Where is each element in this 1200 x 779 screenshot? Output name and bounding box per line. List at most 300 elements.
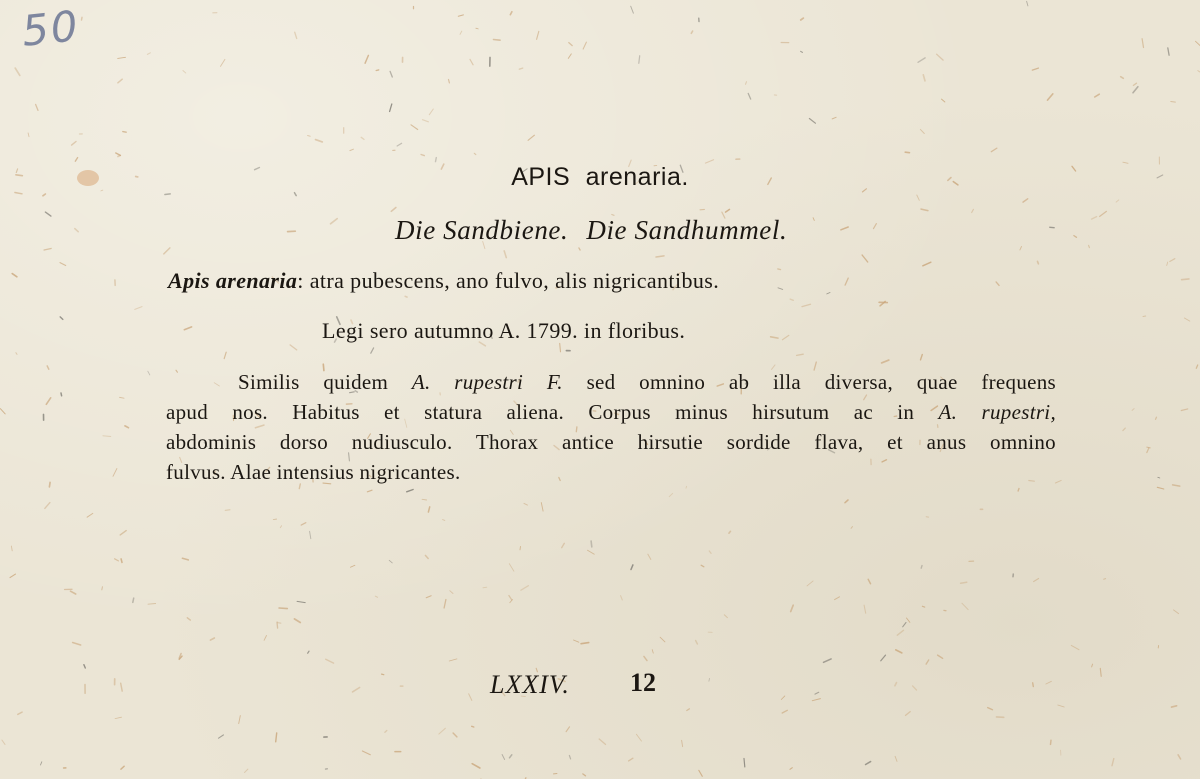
german-name-2: Die Sandhummel.	[586, 215, 788, 245]
paper-fiber	[115, 717, 121, 718]
paper-fiber	[696, 641, 698, 645]
paper-fiber	[906, 712, 911, 716]
paper-fiber	[460, 31, 462, 34]
paper-fiber	[1123, 428, 1125, 431]
paper-fiber	[75, 229, 78, 232]
paper-fiber	[562, 543, 565, 547]
collection-note: Legi sero autumno A. 1799. in floribus.	[322, 318, 686, 343]
paper-fiber	[43, 194, 46, 196]
paper-fiber	[569, 756, 570, 759]
pencil-page-number: 50	[19, 1, 82, 56]
paper-fiber	[781, 696, 785, 700]
paper-fiber	[15, 193, 22, 194]
paper-fiber	[996, 282, 999, 286]
paper-fiber	[724, 615, 727, 618]
paper-fiber	[102, 587, 103, 590]
paper-fiber	[113, 469, 117, 477]
paper-fiber	[504, 251, 506, 258]
paper-fiber	[148, 371, 150, 375]
paper-fiber	[1147, 448, 1149, 453]
paper-fiber	[988, 708, 993, 710]
paper-fiber	[520, 547, 521, 550]
paper-fiber	[10, 574, 16, 578]
paper-fiber	[1174, 610, 1179, 614]
paper-fiber	[729, 531, 731, 533]
paper-fiber	[942, 99, 945, 102]
paper-fiber	[568, 54, 571, 59]
paper-fiber	[118, 57, 126, 58]
paper-fiber	[1092, 217, 1097, 220]
german-name-1: Die Sandbiene.	[395, 215, 569, 245]
paper-fiber	[0, 409, 5, 414]
paper-fiber	[61, 393, 62, 396]
paper-fiber	[103, 436, 111, 437]
paper-fiber	[882, 360, 889, 363]
paper-fiber	[1092, 664, 1093, 667]
paper-fiber	[790, 299, 793, 300]
paper-fiber	[1095, 94, 1100, 97]
paper-fiber	[656, 256, 664, 257]
paper-fiber	[691, 31, 692, 33]
paper-fiber	[1184, 318, 1189, 321]
paper-fiber	[2, 740, 5, 744]
page-title	[0, 163, 1200, 192]
paper-fiber	[1157, 487, 1164, 489]
paper-fiber	[367, 490, 372, 492]
paper-fiber	[308, 136, 311, 137]
paper-fiber	[1112, 759, 1114, 766]
description-line-4: fulvus. Alae intensius nigricantes.	[166, 460, 461, 484]
paper-fiber	[841, 227, 848, 230]
paper-fiber	[426, 596, 431, 598]
paper-fiber	[851, 527, 852, 529]
paper-fiber	[421, 155, 424, 156]
paper-fiber	[897, 630, 903, 635]
page-number: 12	[630, 668, 656, 697]
paper-fiber	[669, 493, 672, 496]
paper-fiber	[907, 618, 910, 622]
paper-fiber	[791, 605, 794, 611]
paper-fiber	[276, 733, 277, 742]
paper-fiber	[1100, 668, 1101, 676]
paper-fiber	[290, 345, 297, 350]
paper-fiber	[864, 605, 866, 613]
paper-fiber	[350, 565, 355, 567]
title-genus: APIS	[511, 163, 571, 191]
paper-fiber	[294, 619, 300, 623]
paper-fiber	[1158, 477, 1160, 478]
paper-fiber	[581, 643, 589, 644]
paper-fiber	[184, 327, 191, 330]
paper-fiber	[744, 759, 745, 767]
paper-fiber	[84, 665, 85, 668]
paper-fiber	[165, 194, 170, 195]
paper-fiber	[1048, 94, 1053, 100]
paper-fiber	[472, 726, 474, 727]
description-line-1	[166, 367, 1056, 397]
paper-fiber	[771, 337, 778, 338]
paper-fiber	[11, 546, 12, 551]
paper-fiber	[264, 636, 266, 641]
paper-fiber	[1034, 579, 1039, 582]
paper-fiber	[832, 117, 836, 119]
paper-fiber	[631, 6, 634, 13]
paper-fiber	[510, 755, 512, 758]
paper-fiber	[652, 650, 653, 654]
paper-fiber	[423, 120, 429, 122]
paper-fiber	[225, 510, 230, 511]
paper-fiber	[472, 764, 480, 768]
paper-fiber	[221, 59, 225, 66]
paper-fiber	[824, 659, 832, 662]
paper-fiber	[46, 398, 50, 405]
paper-fiber	[390, 104, 392, 112]
paper-fiber	[60, 263, 66, 266]
paper-fiber	[895, 756, 897, 761]
paper-fiber	[428, 507, 429, 512]
paper-fiber	[1038, 261, 1039, 263]
paper-fiber	[1089, 245, 1090, 247]
paper-fiber	[862, 255, 868, 262]
paper-fiber	[1133, 83, 1136, 85]
paper-fiber	[147, 53, 150, 55]
paper-fiber	[896, 650, 902, 653]
paper-fiber	[82, 17, 83, 20]
paper-fiber	[277, 622, 278, 628]
paper-fiber	[483, 587, 487, 588]
paper-fiber	[326, 659, 334, 663]
paper-fiber	[301, 523, 306, 525]
paper-fiber	[45, 503, 50, 509]
paper-fiber	[845, 500, 848, 503]
text-run: sed omnino ab illa diversa, quae frequens	[562, 370, 1057, 394]
text-run: Similis quidem	[238, 370, 412, 394]
paper-fiber	[574, 640, 579, 642]
title-species: arenaria.	[585, 163, 689, 191]
paper-fiber	[1142, 39, 1143, 48]
paper-fiber	[938, 655, 943, 658]
paper-fiber	[295, 32, 297, 38]
paper-fiber	[521, 586, 529, 591]
paper-fiber	[815, 692, 819, 694]
paper-fiber	[807, 581, 813, 586]
paper-fiber	[1168, 48, 1169, 55]
paper-fiber	[802, 304, 811, 306]
paper-fiber	[391, 208, 396, 212]
paper-fiber	[813, 218, 814, 221]
paper-fiber	[476, 28, 478, 29]
paper-fiber	[120, 531, 126, 535]
paper-fiber	[407, 490, 413, 492]
paper-fiber	[224, 352, 226, 358]
paper-fiber	[219, 735, 224, 738]
paper-fiber	[278, 623, 281, 624]
paper-fiber	[991, 148, 997, 152]
paper-fiber	[121, 683, 123, 691]
paper-fiber	[639, 56, 640, 64]
paper-fiber	[636, 734, 641, 741]
paper-fiber	[397, 143, 402, 146]
paper-fiber	[1167, 262, 1168, 266]
paper-fiber	[494, 40, 501, 41]
paper-fiber	[121, 766, 124, 769]
paper-fiber	[801, 18, 804, 20]
paper-fiber	[1032, 68, 1038, 70]
paper-fiber	[1027, 1, 1028, 6]
paper-fiber	[921, 355, 923, 360]
paper-fiber	[18, 712, 22, 714]
paper-fiber	[835, 597, 840, 600]
paper-fiber	[1058, 705, 1064, 707]
paper-fiber	[509, 564, 514, 572]
paper-fiber	[1100, 211, 1107, 216]
paper-fiber	[903, 623, 906, 627]
paper-fiber	[866, 762, 871, 765]
paper-fiber	[449, 659, 457, 661]
paper-fiber	[121, 559, 122, 563]
paper-fiber	[922, 606, 924, 607]
paper-fiber	[748, 93, 751, 99]
paper-fiber	[297, 601, 305, 602]
paper-fiber	[1132, 409, 1134, 411]
paper-fiber	[962, 603, 968, 609]
paper-fiber	[921, 566, 922, 569]
paper-fiber	[920, 129, 924, 133]
paper-fiber	[1116, 200, 1119, 202]
paper-fiber	[245, 769, 248, 772]
paper-fiber	[382, 674, 384, 675]
paper-fiber	[390, 71, 392, 77]
italic-species-ref: A. rupestri F.	[411, 370, 563, 394]
paper-fiber	[429, 109, 433, 115]
paper-fiber	[12, 274, 17, 277]
paper-fiber	[560, 343, 561, 351]
paper-fiber	[1143, 316, 1146, 317]
paper-fiber	[874, 224, 877, 229]
paper-fiber	[524, 503, 527, 505]
paper-fiber	[350, 149, 354, 150]
paper-fiber	[1020, 247, 1022, 250]
paper-fiber	[782, 335, 788, 339]
paper-fiber	[120, 397, 124, 398]
paper-fiber	[588, 550, 595, 554]
paper-fiber	[425, 555, 428, 558]
paper-fiber	[1071, 645, 1079, 649]
paper-fiber	[778, 288, 783, 290]
paper-fiber	[353, 688, 360, 692]
paper-fiber	[361, 137, 364, 139]
paper-fiber	[1196, 365, 1197, 368]
paper-fiber	[15, 68, 20, 75]
paper-fiber	[123, 132, 126, 133]
paper-fiber	[279, 608, 287, 609]
paper-fiber	[918, 58, 925, 62]
description-paragraph	[166, 367, 1056, 487]
paper-fiber	[648, 554, 651, 559]
paper-fiber	[295, 193, 297, 196]
paper-fiber	[510, 12, 512, 15]
paper-fiber	[926, 660, 929, 664]
paper-fiber	[923, 75, 925, 81]
paper-fiber	[75, 158, 77, 162]
paper-fiber	[921, 209, 928, 211]
paper-fiber	[937, 54, 944, 60]
diagnosis-text: : atra pubescens, ano fulvo, alis nigricantibus.	[297, 268, 720, 293]
paper-fiber	[644, 656, 647, 660]
paper-fiber	[566, 727, 569, 732]
paper-fiber	[1181, 409, 1187, 411]
paper-fiber	[1133, 87, 1138, 93]
paper-fiber	[49, 482, 50, 487]
paper-fiber	[36, 104, 38, 110]
paper-fiber	[87, 513, 93, 517]
paper-fiber	[599, 739, 605, 744]
paper-fiber	[812, 699, 820, 701]
species-diagnosis	[168, 268, 719, 294]
paper-fiber	[709, 551, 711, 554]
paper-fiber	[1046, 681, 1052, 684]
paper-fiber	[1121, 77, 1124, 79]
paper-fiber	[210, 638, 214, 640]
paper-fiber	[502, 755, 505, 760]
paper-fiber	[239, 716, 241, 724]
paper-fiber	[660, 637, 665, 642]
paper-fiber	[682, 740, 683, 746]
paper-fiber	[1196, 41, 1200, 46]
paper-fiber	[365, 55, 368, 63]
paper-fiber	[923, 262, 931, 266]
paper-fiber	[1033, 683, 1034, 687]
paper-fiber	[474, 153, 476, 154]
paper-fiber	[164, 248, 170, 254]
paper-fiber	[389, 560, 392, 563]
paper-fiber	[118, 79, 122, 83]
paper-fiber	[444, 600, 446, 609]
paper-fiber	[797, 354, 804, 355]
paper-fiber	[73, 643, 81, 646]
paper-fiber	[1104, 579, 1106, 580]
paper-fiber	[1182, 279, 1189, 280]
paper-fiber	[827, 293, 830, 294]
paper-fiber	[591, 541, 592, 547]
paper-fiber	[1051, 740, 1052, 744]
german-names	[395, 215, 787, 246]
paper-fiber	[881, 655, 886, 661]
paper-fiber	[316, 140, 323, 142]
paper-fiber	[579, 248, 580, 250]
paper-fiber	[60, 317, 63, 320]
paper-fiber	[71, 591, 76, 594]
paper-fiber	[509, 596, 512, 601]
paper-fiber	[1023, 199, 1028, 202]
paper-fiber	[16, 353, 17, 355]
paper-fiber	[537, 31, 539, 39]
paper-fiber	[1173, 485, 1180, 486]
paper-fiber	[790, 768, 792, 770]
paper-fiber	[72, 142, 76, 146]
paper-fiber	[1170, 259, 1175, 262]
paper-fiber	[449, 80, 450, 83]
paper-fiber	[411, 125, 418, 130]
paper-fiber	[913, 686, 917, 690]
paper-fiber	[443, 520, 445, 521]
paper-fiber	[28, 133, 29, 137]
paper-fiber	[436, 158, 437, 162]
paper-fiber	[972, 209, 974, 212]
paper-fiber	[541, 503, 543, 512]
paper-fiber	[183, 71, 186, 74]
paper-fiber	[1172, 706, 1177, 707]
paper-fiber	[375, 596, 377, 597]
description-line-2	[166, 397, 1056, 427]
paper-fiber	[308, 651, 309, 653]
paper-fiber	[1055, 480, 1061, 483]
paper-fiber	[868, 579, 870, 583]
paper-fiber	[310, 531, 311, 538]
italic-species-ref: A. rupestri,	[938, 400, 1056, 424]
paper-fiber	[631, 565, 633, 570]
paper-fiber	[371, 348, 374, 353]
paper-fiber	[470, 59, 473, 64]
paper-fiber	[44, 249, 51, 251]
paper-fiber	[845, 278, 848, 285]
paper-fiber	[135, 307, 142, 310]
paper-fiber	[385, 731, 387, 733]
paper-fiber	[116, 153, 121, 155]
paper-fiber	[1156, 417, 1157, 419]
paper-fiber	[187, 618, 190, 620]
paper-fiber	[148, 604, 156, 605]
paper-fiber	[809, 119, 815, 124]
paper-fiber	[621, 596, 623, 600]
paper-fiber	[917, 195, 920, 200]
paper-fiber	[569, 43, 572, 46]
paper-fiber	[895, 683, 897, 686]
paper-fiber	[519, 68, 522, 69]
paper-fiber	[583, 774, 586, 776]
paper-fiber	[115, 559, 119, 561]
paper-fiber	[746, 82, 747, 85]
paper-fiber	[709, 678, 710, 681]
paper-fiber	[182, 558, 188, 560]
paper-fiber	[439, 728, 445, 734]
paper-fiber	[453, 733, 457, 737]
paper-fiber	[41, 762, 42, 765]
paper-fiber	[125, 426, 128, 428]
paper-fiber	[778, 269, 781, 270]
paper-fiber	[331, 219, 338, 224]
paper-fiber	[1178, 755, 1181, 759]
paper-fiber	[1074, 236, 1077, 238]
paper-fiber	[782, 710, 787, 713]
paper-fiber	[801, 51, 803, 52]
paper-fiber	[458, 15, 463, 16]
paper-fiber	[905, 152, 909, 153]
paper-fiber	[699, 770, 703, 776]
paper-fiber	[701, 565, 704, 567]
paper-fiber	[422, 499, 427, 500]
paper-fiber	[280, 526, 281, 528]
description-line-3: abdominis dorso nudiusculo. Thorax antice hirsutie sordide flava, et anus omnino	[166, 430, 1056, 454]
paper-fiber	[376, 70, 379, 71]
text-run: apud nos. Habitus et statura aliena. Corpus minus hirsutum ac in	[166, 400, 939, 424]
paper-fiber	[405, 296, 407, 297]
paper-fiber	[726, 209, 730, 212]
paper-fiber	[1147, 447, 1150, 448]
paper-fiber	[45, 212, 51, 216]
paper-fiber	[133, 598, 134, 602]
paper-fiber	[1018, 489, 1019, 492]
